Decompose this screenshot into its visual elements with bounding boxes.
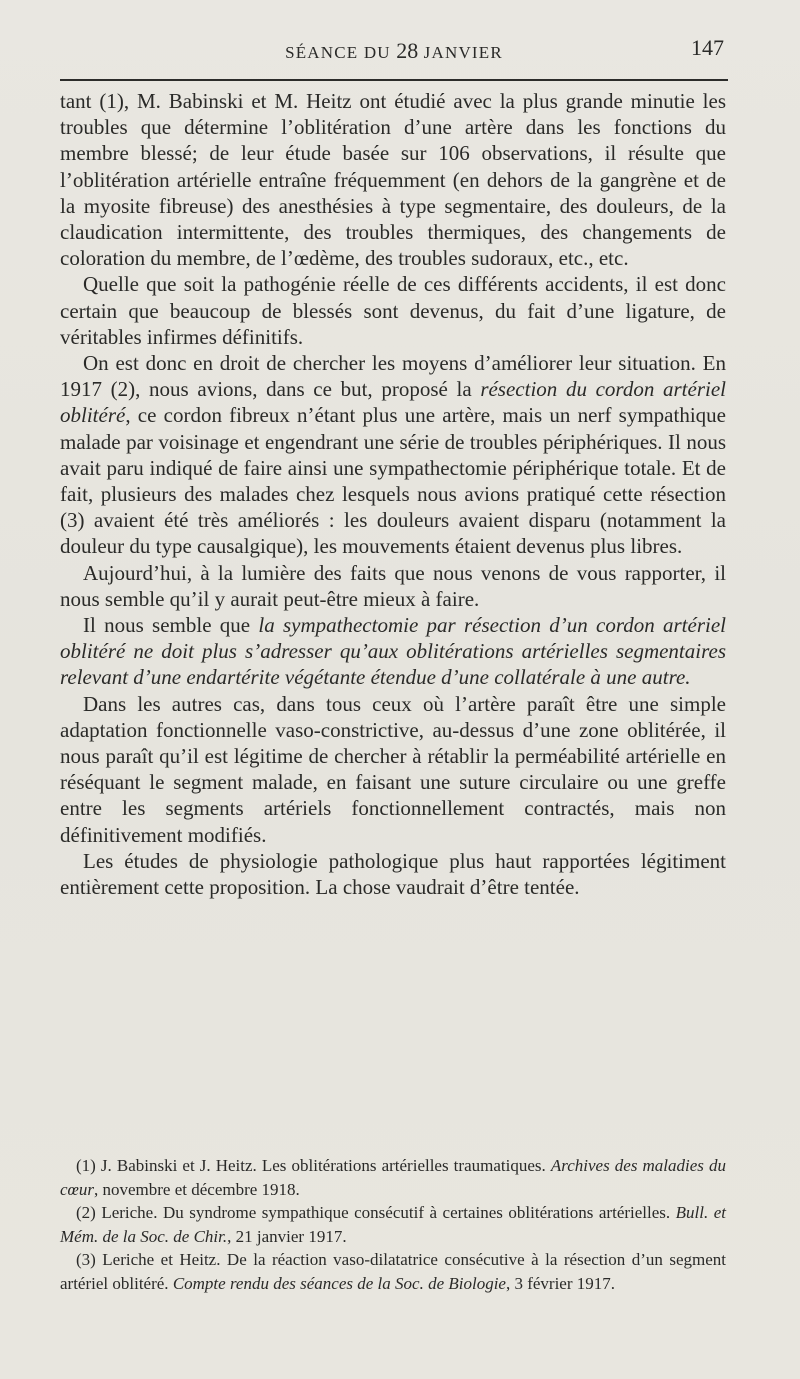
footnote-3-text: , 3 février 1917. xyxy=(505,1273,616,1293)
paragraph-5 xyxy=(60,612,726,691)
footnote-2-text: (2) Leriche. Du syndrome sympathique consécutif à certaines oblitérations artérielles. xyxy=(76,1203,676,1222)
body-text xyxy=(60,88,726,900)
footnote-3-text: (3) Leriche et Heitz. De la réaction vaso-dilatatrice consécutive à la résection d’un segment artériel oblitéré. xyxy=(60,1250,726,1293)
footnote-2-italic-text: Bull. et Mém. de la Soc. de Chir. xyxy=(60,1203,726,1246)
running-title-day: 28 xyxy=(396,38,419,63)
running-header xyxy=(60,30,728,70)
footnote-3-italic-text: Compte rendu des séances de la Soc. de Biologie xyxy=(172,1273,506,1293)
paragraph-3 xyxy=(60,350,726,560)
paragraph-2-text: Quelle que soit la pathogénie réelle de ces différents accidents, il est donc certain que beaucoup de blessés sont devenus, du fait d’une ligature, de véritables infirmes définitifs. xyxy=(60,272,726,349)
paragraph-2 xyxy=(60,271,726,350)
paragraph-3-italic-text: résection du cordon artériel oblitéré xyxy=(60,377,726,428)
paragraph-1 xyxy=(60,88,726,271)
page-number: 147 xyxy=(691,35,724,60)
header-rule xyxy=(60,79,728,81)
paragraph-7-text: Les études de physiologie pathologique plus haut rapportées légitiment entièrement cette proposition. La chose vaudrait d’être tentée. xyxy=(60,848,726,900)
footnote-3 xyxy=(60,1248,726,1295)
paragraph-6-text: Dans les autres cas, dans tous ceux où l’artère paraît être une simple adaptation fonctionnelle vaso-constrictive, au-dessus d’une zone oblitérée, il nous paraît qu’il est légitime de chercher à rétablir la perméabilité artérielle en réséquant le segment malade, en faisant une suture circulaire ou une greffe entre les segments artériels fonctionnellement contractés, mais non définitivement modifiés. xyxy=(60,691,726,847)
footnote-1-italic-text: Archives des maladies du cœur xyxy=(60,1156,727,1199)
paragraph-4-text: Aujourd’hui, à la lumière des faits que nous venons de vous rapporter, il nous semble qu’il y aurait peut-être mieux à faire. xyxy=(60,560,726,611)
running-title xyxy=(60,38,728,64)
paragraph-5-italic-text: la sympathectomie par résection d’un cordon artériel oblitéré ne doit plus s’adresser qu’aux oblitérations artérielles segmentaires relevant d’une endartérite végétante étendue d’une collatérale à une autre. xyxy=(60,613,726,690)
footnote-2 xyxy=(60,1201,726,1248)
paragraph-5-text: Il nous semble que xyxy=(83,613,259,638)
paragraph-6 xyxy=(60,691,726,848)
footnote-1 xyxy=(60,1154,726,1201)
running-title-month: JANVIER xyxy=(418,43,503,62)
paragraph-3-text: On est donc en droit de chercher les moyens d’améliorer leur situation. En 1917 (2), nous avions, dans ce but, proposé la xyxy=(60,351,726,402)
footnotes xyxy=(60,1154,726,1295)
paragraph-4 xyxy=(60,560,726,612)
footnote-2-text: , 21 janvier 1917. xyxy=(227,1226,347,1246)
paragraph-1-text: tant (1), M. Babinski et M. Heitz ont étudié avec la plus grande minutie les troubles que détermine l’oblitération d’une artère dans les fonctions du membre blessé; de leur étude basée sur 106 observations, il résulte que l’oblitération artérielle entraîne fréquemment (en dehors de la gangrène et de la myosite fibreuse) des anesthésies à type segmentaire, des douleurs, de la claudication intermittente, des troubles thermiques, des changements de coloration du membre, de l’œdème, des troubles sudoraux, etc., etc. xyxy=(60,89,726,271)
running-title-prefix: SÉANCE DU xyxy=(285,43,397,62)
paragraph-3-text: , ce cordon fibreux n’étant plus une artère, mais un nerf sympathique malade par voisinage et engendrant une série de troubles périphériques. Il nous avait paru indiqué de faire ainsi une sympathectomie périphérique totale. Et de fait, plusieurs des malades chez lesquels nous avions pratiqué cette résection (3) avaient été très améliorés : les douleurs avaient disparu (notamment la douleur du type causalgique), les mouvements étaient devenus plus libres. xyxy=(60,403,726,559)
footnote-1-text: (1) J. Babinski et J. Heitz. Les oblitérations artérielles traumatiques. xyxy=(76,1156,551,1175)
paragraph-7 xyxy=(60,848,726,900)
footnote-1-text: , novembre et décembre 1918. xyxy=(94,1179,300,1199)
